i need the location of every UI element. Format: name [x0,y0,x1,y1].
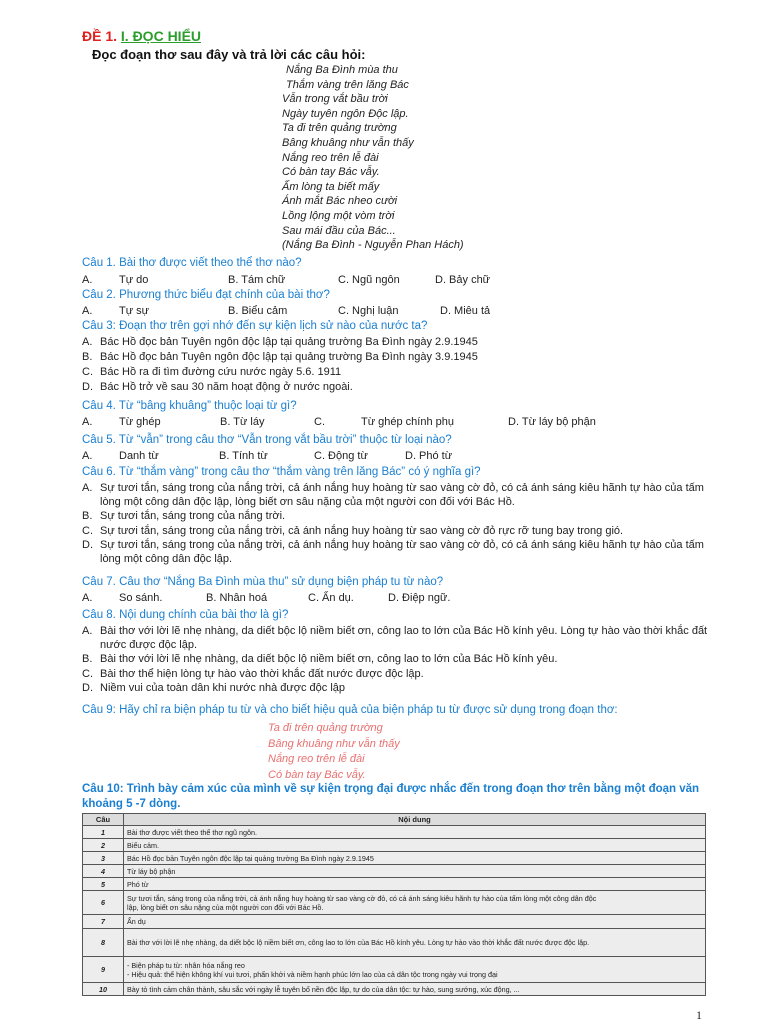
verse-line: Có bàn tay Bác vẫy. [268,768,366,781]
table-header-row [83,814,706,826]
instructions: Đọc đoạn thơ sau đây và trả lời các câu hỏi: [92,47,366,62]
answer-content: Bài thơ được viết theo thể thơ ngũ ngôn. [124,826,706,839]
option-letter: D. [82,682,93,694]
question-6: Câu 6. Từ “thắm vàng” trong câu thơ “thắm vàng trên lăng Bác” có ý nghĩa gì? [82,466,481,478]
option-text: Bác Hồ đọc bản Tuyên ngôn độc lập tại quảng trường Ba Đình ngày 2.9.1945 [100,336,478,348]
option-letter: A. [82,274,93,286]
option-text: Sự tươi tắn, sáng trong của nắng trời, cả ánh nắng huy hoàng từ sao vàng cờ đỏ, có cả ánh sáng kiêu hãnh tự hào của tấm lòng một công dân độc lập, lòng biết ơn sâu nặng của một người con đối với Bác Hồ. [100,482,704,508]
poem-line: Ngày tuyên ngôn Độc lập. [282,107,409,120]
option-b: B. Tám chữ [228,274,286,286]
question-4: Câu 4. Từ “bâng khuâng” thuộc loại từ gì? [82,400,297,412]
poem-line: Lồng lộng một vòm trời [282,209,395,222]
answer-line: - Biện pháp tu từ: nhân hóa nắng reo [127,960,245,970]
option-b: B. Nhân hoá [206,592,268,604]
section-title: I. ĐỌC HIỂU [120,28,202,44]
answer-number: 8 [83,929,124,957]
poem-line: Ta đi trên quảng trường [282,122,397,135]
option-c: C. Ngũ ngôn [338,274,400,286]
option-text: Sự tươi tắn, sáng trong của nắng trời. [100,510,286,522]
poem-source: (Nắng Ba Đình - Nguyễn Phan Hách) [282,239,464,252]
option-letter: D. [82,381,93,393]
poem-line: Ánh mắt Bác nheo cười [282,195,398,208]
option-text: Bài thơ thể hiện lòng tự hào vào thời khắc đất nước được độc lập. [100,667,424,680]
table-row [83,957,706,983]
table-row [83,839,706,852]
question-3: Câu 3: Đoạn thơ trên gợi nhớ đến sự kiện lịch sử nào của nước ta? [82,320,428,332]
answer-content: Ẩn dụ [124,915,706,929]
answer-key-table [82,813,706,996]
page-number: 1 [696,1008,702,1022]
question-8-options [82,625,710,696]
question-6-options [82,482,710,566]
answer-line: lập, lòng biết ơn sâu nặng của một người con đối với Bác Hồ. [127,902,324,912]
option-a: Tự do [119,274,149,286]
option-letter: D. [82,539,93,551]
answer-line: - Hiệu quả: thể hiện không khí vui tươi, phấn khởi và niềm hạnh phúc lớn lao của cả dân tộc trong ngày vui trọng đại [127,969,498,979]
poem-line: Bâng khuâng như vẫn thấy [282,136,414,149]
table-row [83,852,706,865]
option-letter: A. [82,592,93,604]
option-b: B. Từ láy [220,416,265,428]
option-letter: B. [82,351,93,363]
answer-number: 9 [83,957,124,983]
question-1: Câu 1. Bài thơ được viết theo thể thơ nào? [82,257,302,269]
poem-line: Có bàn tay Bác vẫy. [282,166,380,179]
answer-content: Bác Hồ đọc bản Tuyên ngôn độc lập tại quảng trường Ba Đình ngày 2.9.1945 [124,852,706,865]
answer-line: Sự tươi tắn, sáng trong của nắng trời, cả ánh nắng huy hoàng từ sao vàng cờ đỏ, có cả ánh sáng kiêu hãnh tự hào của tấm lòng một công dân độc [127,893,597,903]
poem [282,63,464,253]
poem-line: Vẫn trong vắt bầu trời [282,93,388,106]
option-d: D. Điệp ngữ. [388,592,451,604]
option-d: D. Phó từ [405,450,453,462]
poem-line: Nắng Ba Đình mùa thu [286,64,398,76]
table-row [83,929,706,957]
option-letter: C. [82,667,93,680]
option-text: Sự tươi tắn, sáng trong của nắng trời, cả ánh nắng huy hoàng từ sao vàng cờ đỏ, có cả ánh sáng kiêu hãnh tự hào của tấm lòng một công dân độc lập. [100,539,704,565]
option-c: Từ ghép chính phụ [361,416,454,428]
option-text: Bác Hồ ra đi tìm đường cứu nước ngày 5.6. 1911 [100,366,342,378]
question-5: Câu 5. Từ “vẫn” trong câu thơ “Vẫn trong vắt bầu trời” thuộc từ loại nào? [82,434,452,446]
option-letter: A. [82,625,93,637]
option-text: Bài thơ với lời lẽ nhẹ nhàng, da diết bộc lộ niềm biết ơn, công lao to lớn của Bác Hồ kính yêu. [100,653,558,665]
question-10-cont: khoảng 5 -7 dòng. [82,798,181,810]
option-c-letter: C. [314,416,325,428]
option-letter: B. [82,510,93,522]
answer-content: Phó từ [124,878,706,891]
option-b: B. Tính từ [219,450,268,462]
answer-number: 10 [83,983,124,996]
table-row [83,983,706,996]
answer-number: 3 [83,852,124,865]
answer-number: 7 [83,915,124,929]
option-a: Từ ghép [119,416,161,428]
verse-line: Bâng khuâng như vẫn thấy [268,737,400,750]
option-c: C. Ẩn dụ. [308,592,354,604]
option-letter: A. [82,482,93,494]
table-row [83,878,706,891]
answer-number: 4 [83,865,124,878]
table-row [83,865,706,878]
option-letter: A. [82,450,93,462]
answer-number: 5 [83,878,124,891]
question-10: Câu 10: Trình bày cảm xúc của mình về sự kiện trọng đại được nhắc đến trong đoạn thơ trên bằng một đoạn văn [82,783,700,795]
poem-line: Sau mái đầu của Bác... [282,224,396,237]
option-letter: C. [82,366,93,378]
table-row [83,915,706,929]
question-3-options [82,336,722,396]
question-2: Câu 2. Phương thức biểu đạt chính của bài thơ? [82,289,330,301]
option-text: Niềm vui của toàn dân khi nước nhà được độc lập [100,682,346,694]
column-header: Nội dung [124,814,706,826]
answer-number: 2 [83,839,124,852]
option-c: C. Nghị luận [338,305,399,317]
answer-number: 6 [83,891,124,915]
question-8: Câu 8. Nội dung chính của bài thơ là gì? [82,609,289,621]
question-7: Câu 7. Câu thơ “Nắng Ba Đình mùa thu” sử dụng biện pháp tu từ nào? [82,576,444,588]
table-row [83,891,706,915]
exam-title [82,28,201,44]
answer-content: Bài thơ với lời lẽ nhẹ nhàng, da diết bộc lộ niềm biết ơn, công lao to lớn của Bác Hồ kính yêu. Lòng tự hào vào thời khắc đất nước được độc lập. [124,929,706,957]
answer-content: Từ láy bộ phận [124,865,706,878]
option-d: D. Miêu tả [440,305,491,317]
option-d: D. Bảy chữ [435,274,491,286]
option-letter: B. [82,653,93,665]
option-text: Sự tươi tắn, sáng trong của nắng trời, cả ánh nắng huy hoàng từ sao vàng cờ đỏ rực rỡ tung bay trong gió. [100,524,624,537]
question-9: Câu 9: Hãy chỉ ra biện pháp tu từ và cho biết hiệu quả của biện pháp tu từ được sử dụng trong đoạn thơ: [82,704,618,716]
option-d: D. Từ láy bộ phận [508,416,596,428]
option-a: Tự sự [119,305,150,317]
option-c: C. Động từ [314,450,368,462]
option-letter: A. [82,416,93,428]
answer-content [124,957,706,983]
option-a: Danh từ [119,450,159,462]
quoted-verse [268,721,400,783]
option-b: B. Biểu cảm [228,305,288,317]
verse-line: Nắng reo trên lễ đài [268,753,365,765]
answer-content: Biểu cảm. [124,839,706,852]
option-letter: A. [82,305,93,317]
answer-number: 1 [83,826,124,839]
answer-content: Bày tỏ tình cảm chân thành, sâu sắc với ngày lễ tuyên bố nền độc lập, tự do của dân tộc: tự hào, sung sướng, xúc động, ... [124,983,706,996]
answer-content [124,891,706,915]
option-text: Bác Hồ đọc bản Tuyên ngôn độc lập tại quảng trường Ba Đình ngày 3.9.1945 [100,351,478,363]
column-header: Câu [83,814,124,826]
option-text: Bác Hồ trở về sau 30 năm hoạt động ở nước ngoài. [100,381,353,393]
poem-line: Ấm lòng ta biết mấy [282,180,380,193]
option-text: Bài thơ với lời lẽ nhẹ nhàng, da diết bộc lộ niềm biết ơn, công lao to lớn của Bác Hồ kính yêu. Lòng tự hào vào thời khắc đất nước được độc lập. [100,625,708,651]
option-letter: A. [82,336,93,348]
poem-line: Nắng reo trên lễ đài [282,151,379,164]
option-a: So sánh. [119,592,163,604]
verse-line: Ta đi trên quảng trường [268,722,383,734]
poem-line: Thắm vàng trên lăng Bác [286,78,409,91]
option-letter: C. [82,524,93,537]
table-row [83,826,706,839]
exam-number: ĐỀ 1. [82,28,118,44]
